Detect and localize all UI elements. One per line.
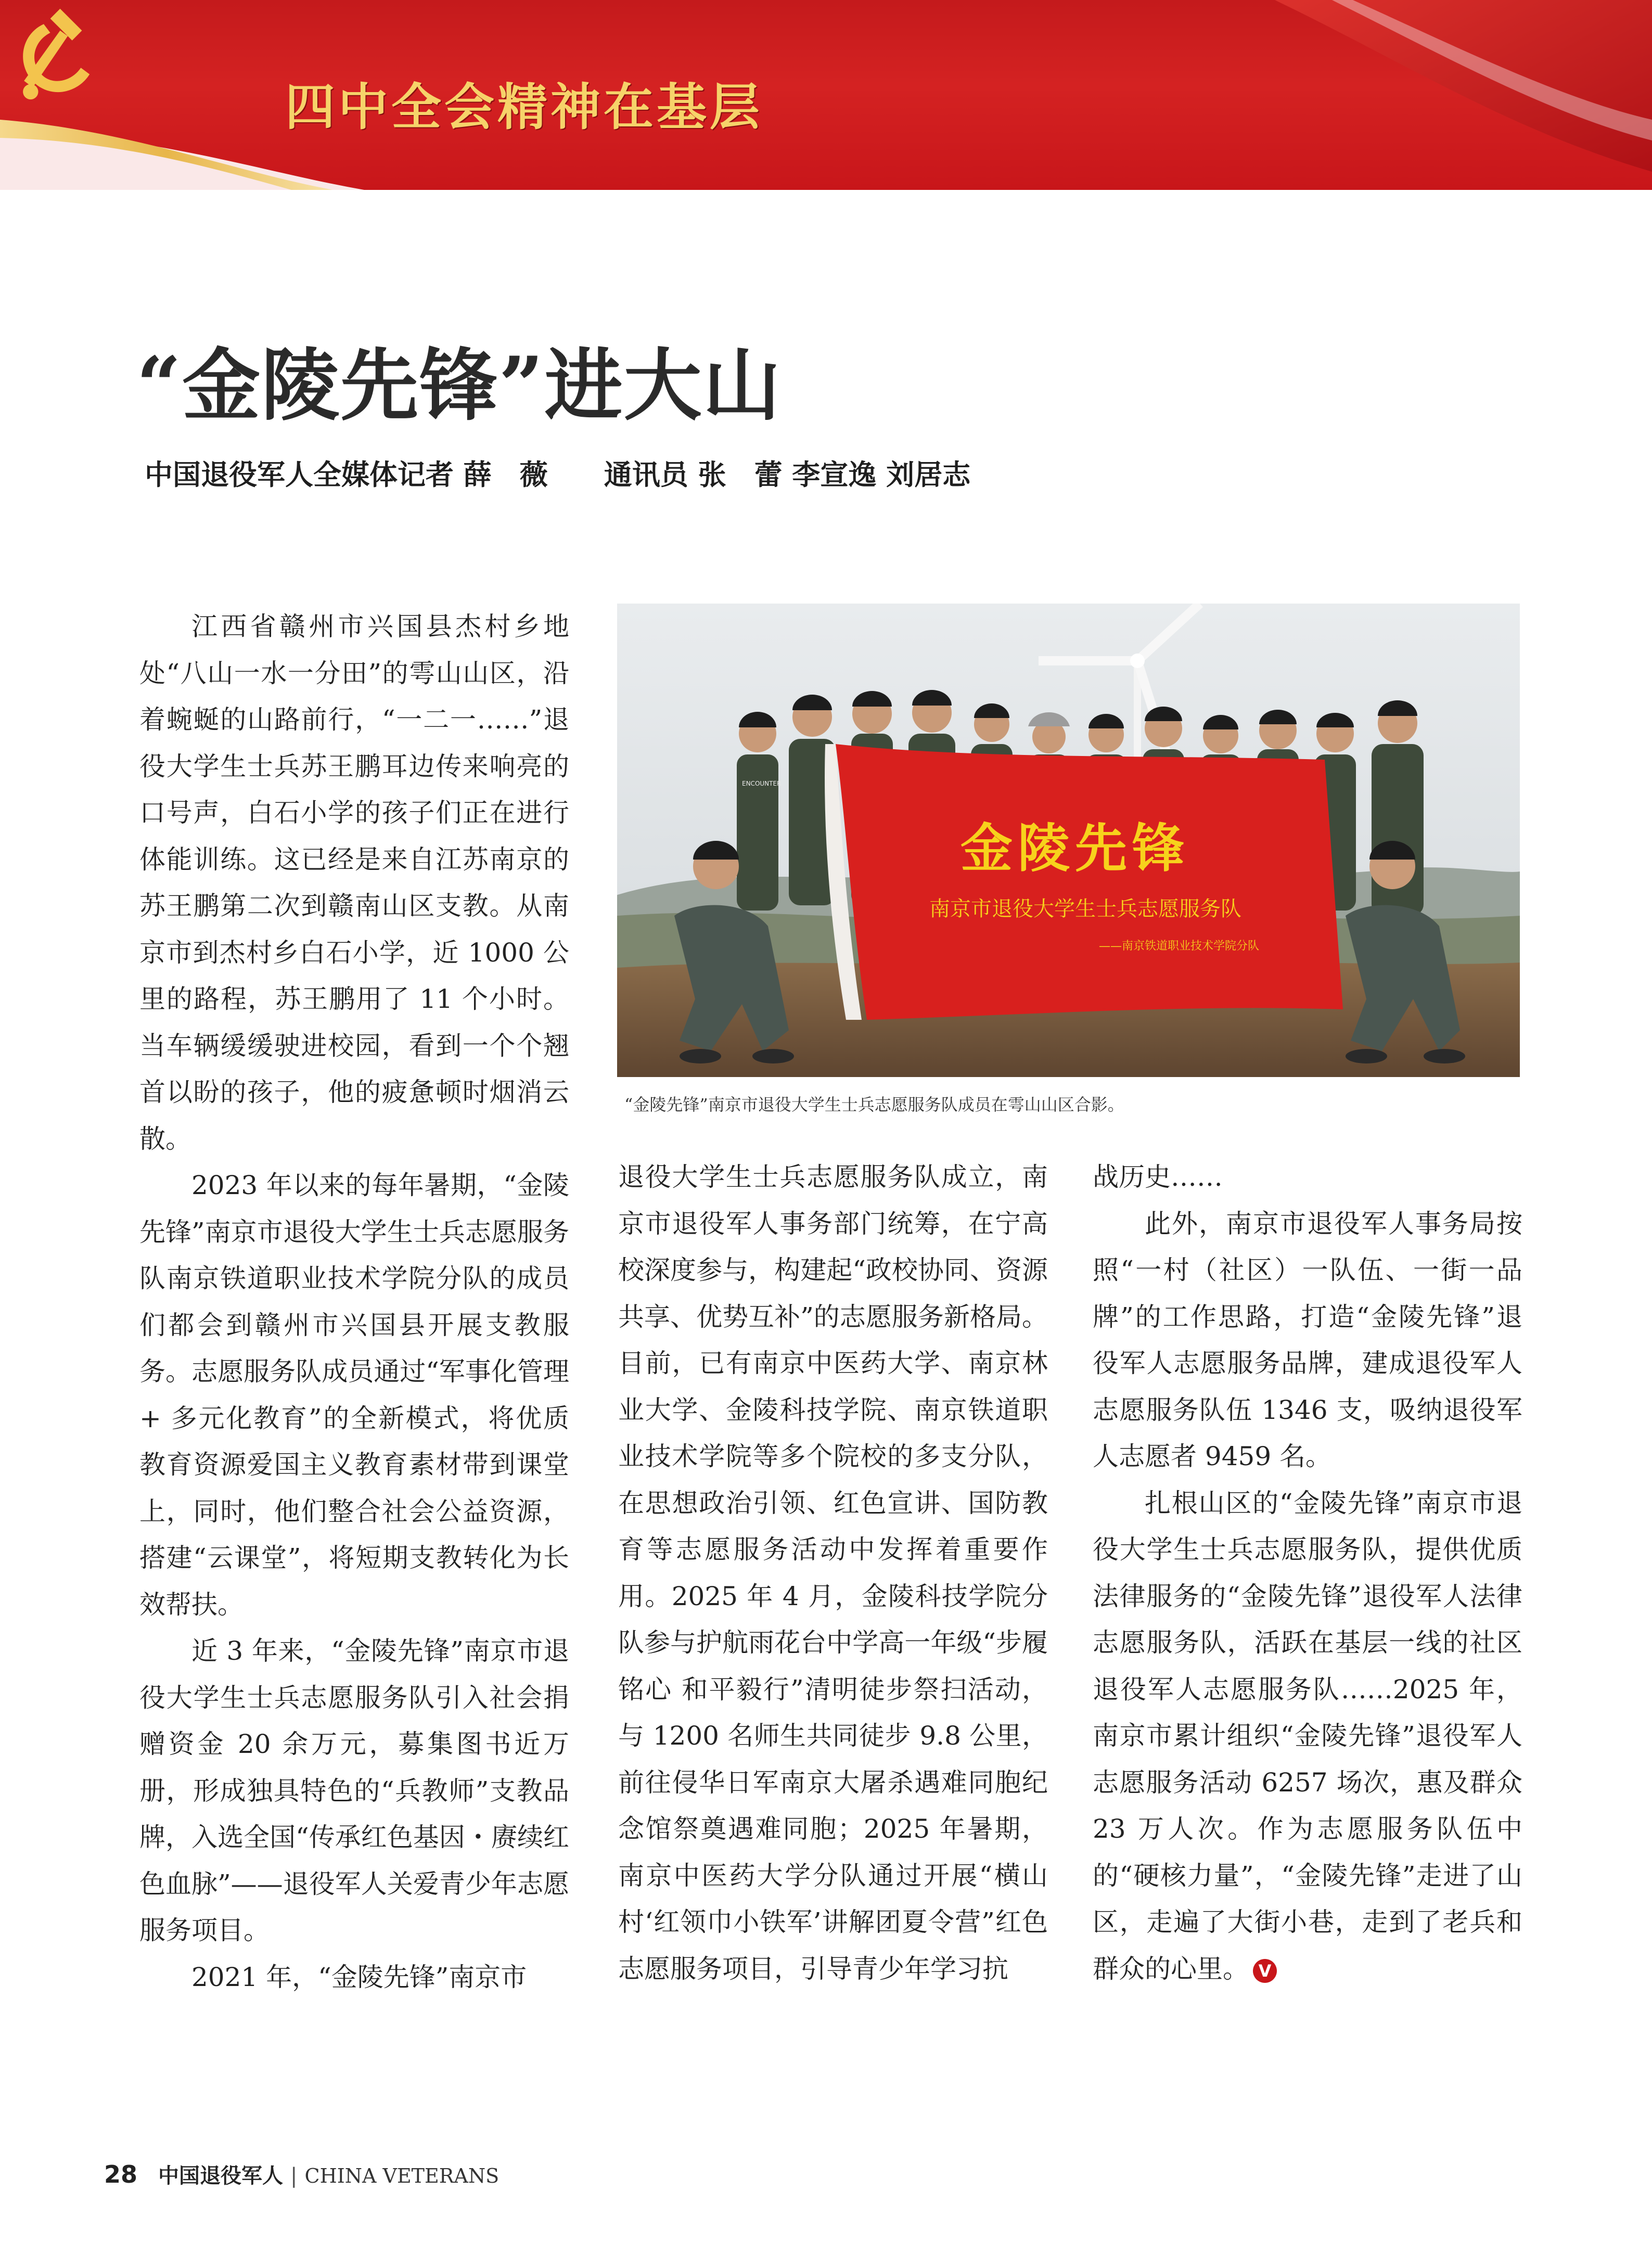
group-photo [617, 604, 1520, 1077]
paragraph-2: 2023 年以来的每年暑期，“金陵先锋”南京市退役大学生士兵志愿服务队南京铁道职业技术学院分队的成员们都会到赣州市兴国县开展支教服务。志愿服务队成员通过“军事化管理 + 多元化教育”的全新模式，将优质教育资源爱国主义教育素材带到课堂上，同时，他们整合社会公益资源，搭建“云课堂”，将短期支教转化为长效帮扶。 [139, 1170, 569, 1620]
group-photo-illustration [617, 604, 1520, 1077]
page-footer [104, 2159, 499, 2189]
paragraph-6-text: 扎根山区的“金陵先锋”南京市退役大学生士兵志愿服务队，提供优质法律服务的“金陵先锋”退役军人法律志愿服务队，活跃在基层一线的社区退役军人志愿服务队……2025 年，南京市累计组织“金陵先锋”退役军人志愿服务活动 6257 场次，惠及群众 23 万人次。作为志愿服务队伍中的“硬核力量”，“金陵先锋”走进了山区，走遍了大街小巷，走到了老兵和群众的心里。 [1093, 1488, 1522, 1984]
tshirt-text: ENCOUNTER [742, 780, 782, 787]
flag-subtitle: 南京市退役大学生士兵志愿服务队 [929, 897, 1241, 921]
magazine-name-en: CHINA VETERANS [304, 2164, 500, 2187]
paragraph-4-end: 战历史…… [1093, 1162, 1223, 1192]
footer-separator: | [290, 2164, 298, 2188]
red-flag-banner [825, 744, 1343, 1020]
magazine-name-cn: 中国退役军人 [158, 2164, 284, 2188]
paragraph-6 [1093, 1480, 1522, 1993]
photo-caption: “金陵先锋”南京市退役大学生士兵志愿服务队成员在雩山山区合影。 [624, 1095, 1124, 1114]
text-column-2 [618, 1154, 1048, 1992]
paragraph-1: 江西省赣州市兴国县杰村乡地处“八山一水一分田”的雩山山区，沿着蜿蜒的山路前行，“一二一……”退役大学生士兵苏王鹏耳边传来响亮的口号声，白石小学的孩子们正在进行体能训练。这已经是来自江苏南京的苏王鹏第二次到赣南山区支教。从南京市到杰村乡白石小学，近 1000 公里的路程，苏王鹏用了 11 个小时。当车辆缓缓驶进校园，看到一个个翘首以盼的孩子，他的疲惫顿时烟消云散。 [139, 611, 569, 1154]
paragraph-5: 此外，南京市退役军人事务局按照“一村（社区）一队伍、一街一品牌”的工作思路，打造“金陵先锋”退役军人志愿服务品牌，建成退役军人志愿服务队伍 1346 支，吸纳退役军人志愿者 9459 名。 [1093, 1208, 1522, 1471]
header-banner [0, 0, 1652, 190]
flag-title: 金陵先锋 [961, 817, 1189, 879]
banner-ribbon-graphic [0, 0, 1652, 190]
paragraph-4-start: 2021 年，“金陵先锋”南京市 [191, 1962, 527, 1992]
paragraph-4-continued: 退役大学生士兵志愿服务队成立，南京市退役军人事务部门统筹，在宁高校深度参与，构建起“政校协同、资源共享、优势互补”的志愿服务新格局。目前，已有南京中医药大学、南京林业大学、金陵科技学院、南京铁道职业技术学院等多个院校的多支分队，在思想政治引领、红色宣讲、国防教育等志愿服务活动中发挥着重要作用。2025 年 4 月，金陵科技学院分队参与护航雨花台中学高一年级“步履铭心 和平毅行”清明徒步祭扫活动，与 1200 名师生共同徒步 9.8 公里，前往侵华日军南京大屠杀遇难同胞纪念馆祭奠遇难同胞；2025 年暑期，南京中医药大学分队通过开展“横山村‘红领巾小铁军’讲解团夏令营”红色志愿服务项目，引导青少年学习抗 [618, 1162, 1048, 1984]
page-number: 28 [104, 2160, 138, 2188]
end-mark-icon: V [1253, 1959, 1277, 1983]
article-byline: 中国退役军人全媒体记者 薛 薇 通讯员 张 蕾 李宣逸 刘居志 [145, 458, 971, 491]
section-title: 四中全会精神在基层 [285, 78, 763, 136]
text-column-3 [1093, 1154, 1522, 1992]
flag-branch: ——南京铁道职业技术学院分队 [1098, 940, 1260, 953]
text-column-1 [139, 604, 569, 2001]
paragraph-3: 近 3 年来，“金陵先锋”南京市退役大学生士兵志愿服务队引入社会捐赠资金 20 余万元，募集图书近万册，形成独具特色的“兵教师”支教品牌，入选全国“传承红色基因・赓续红色血脉”——退役军人关爱青少年志愿服务项目。 [139, 1636, 569, 1945]
article-title: “金陵先锋”进大山 [136, 340, 782, 431]
party-emblem-icon [0, 0, 109, 109]
